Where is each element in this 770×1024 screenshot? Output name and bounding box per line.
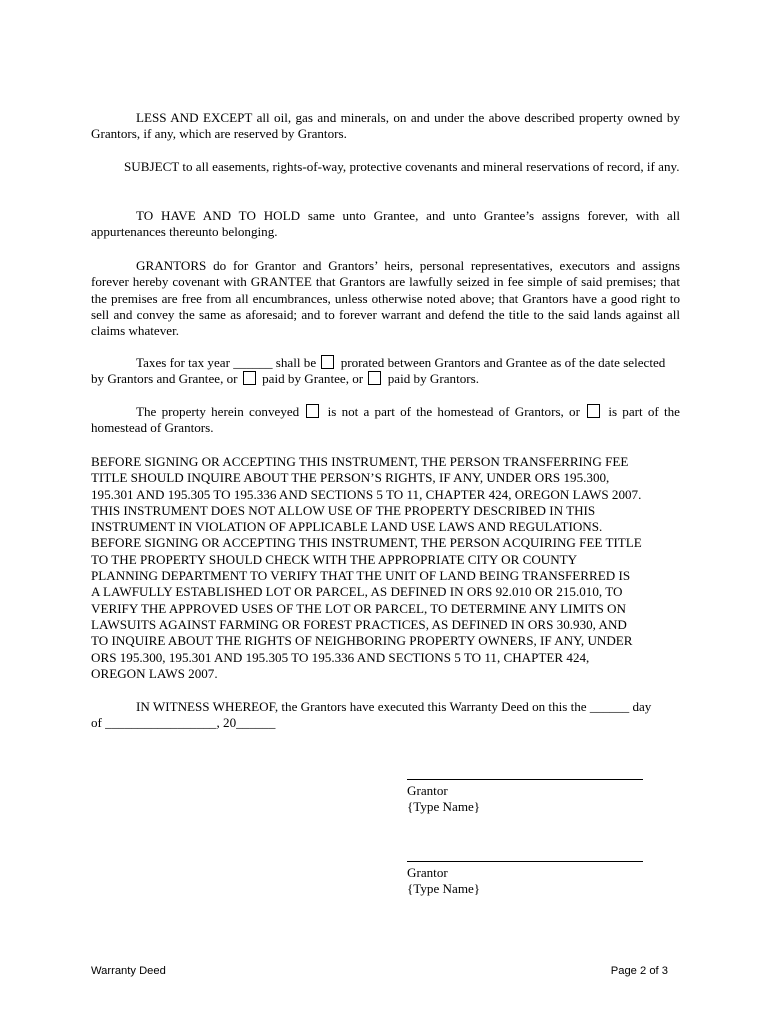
not-homestead-checkbox[interactable] xyxy=(306,404,319,418)
taxes-text-4: paid by Grantors. xyxy=(384,371,479,387)
notice-line: 195.301 AND 195.305 TO 195.336 AND SECTIONS 5 TO 11, CHAPTER 424, OREGON LAWS 2007. xyxy=(91,486,642,502)
signature-name: {Type Name} xyxy=(407,881,481,897)
notice-line: THIS INSTRUMENT DOES NOT ALLOW USE OF THE PROPERTY DESCRIBED IN THIS xyxy=(91,502,596,518)
oregon-statutory-notice xyxy=(91,454,691,682)
witness-line-2: of _________________, 20______ xyxy=(91,715,276,731)
signature-line[interactable] xyxy=(407,779,643,780)
homestead-text-3: is part of the homestead of Grantors. xyxy=(91,404,680,436)
notice-line: LAWSUITS AGAINST FARMING OR FOREST PRACTICES, AS DEFINED IN ORS 30.930, AND xyxy=(91,616,627,632)
signature-role: Grantor xyxy=(407,783,448,798)
footer-document-title: Warranty Deed xyxy=(91,965,166,977)
notice-line: TITLE SHOULD INQUIRE ABOUT THE PERSON’S RIGHTS, IF ANY, UNDER ORS 195.300, xyxy=(91,470,610,486)
notice-line: INSTRUMENT IN VIOLATION OF APPLICABLE LAND USE LAWS AND REGULATIONS. xyxy=(91,519,603,535)
footer-page-number: Page 2 of 3 xyxy=(610,965,668,977)
is-homestead-checkbox[interactable] xyxy=(587,404,600,418)
homestead-text-1: The property herein conveyed xyxy=(136,404,305,419)
taxes-text-3: paid by Grantee, or xyxy=(258,371,367,387)
homestead-text-2: is not a part of the homestead of Grantors, or xyxy=(322,404,586,419)
signature-block-1 xyxy=(407,779,643,816)
signature-role: Grantor xyxy=(407,865,448,880)
notice-line: BEFORE SIGNING OR ACCEPTING THIS INSTRUMENT, THE PERSON TRANSFERRING FEE xyxy=(91,454,629,469)
paragraph-homestead xyxy=(91,404,680,437)
notice-line: VERIFY THE APPROVED USES OF THE LOT OR PARCEL, TO DETERMINE ANY LIMITS ON xyxy=(91,600,626,616)
notice-line: ORS 195.300, 195.301 AND 195.305 TO 195.336 AND SECTIONS 5 TO 11, CHAPTER 424, xyxy=(91,649,590,665)
paid-by-grantee-checkbox[interactable] xyxy=(243,371,256,385)
notice-line: PLANNING DEPARTMENT TO VERIFY THAT THE UNIT OF LAND BEING TRANSFERRED IS xyxy=(91,568,631,584)
paragraph-to-have-and-to-hold: TO HAVE AND TO HOLD same unto Grantee, and unto Grantee’s assigns forever, with all appurtenances thereunto belonging. xyxy=(91,208,680,240)
paragraph-in-witness xyxy=(91,699,680,732)
paragraph-less-and-except: LESS AND EXCEPT all oil, gas and minerals, on and under the above described property owned by Grantors, if any, which are reserved by Grantors. xyxy=(91,110,680,142)
taxes-text-2: prorated between Grantors and Grantee as of the date selected by Grantors and Grantee, or xyxy=(91,355,666,387)
notice-line: BEFORE SIGNING OR ACCEPTING THIS INSTRUMENT, THE PERSON ACQUIRING FEE TITLE xyxy=(91,535,642,551)
signature-name: {Type Name} xyxy=(407,799,481,815)
signature-block-2 xyxy=(407,861,643,898)
paid-by-grantors-checkbox[interactable] xyxy=(368,371,381,385)
paragraph-grantors-covenant: GRANTORS do for Grantor and Grantors’ heirs, personal representatives, executors and assigns forever hereby covenant with GRANTEE that Grantors are lawfully seized in fee simple of said premises; that the premises are free from all encumbrances, unless otherwise noted above; that Grantors have a good right to sell and convey the same as aforesaid; and to forever warrant and defend the title to the said lands against all claims whatever. xyxy=(91,258,680,339)
witness-line-1: IN WITNESS WHEREOF, the Grantors have executed this Warranty Deed on this the ______ day xyxy=(136,699,652,714)
notice-line: OREGON LAWS 2007. xyxy=(91,665,218,681)
taxes-text-1: Taxes for tax year ______ shall be xyxy=(136,355,320,370)
notice-line: TO INQUIRE ABOUT THE RIGHTS OF NEIGHBORING PROPERTY OWNERS, IF ANY, UNDER xyxy=(91,633,633,649)
notice-line: A LAWFULLY ESTABLISHED LOT OR PARCEL, AS DEFINED IN ORS 92.010 OR 215.010, TO xyxy=(91,584,623,600)
notice-line: TO THE PROPERTY SHOULD CHECK WITH THE APPROPRIATE CITY OR COUNTY xyxy=(91,551,578,567)
prorated-checkbox[interactable] xyxy=(321,355,334,369)
signature-line[interactable] xyxy=(407,861,643,862)
paragraph-taxes xyxy=(91,355,680,388)
paragraph-subject-to: SUBJECT to all easements, rights-of-way, protective covenants and mineral reservations of record, if any. xyxy=(124,159,680,174)
